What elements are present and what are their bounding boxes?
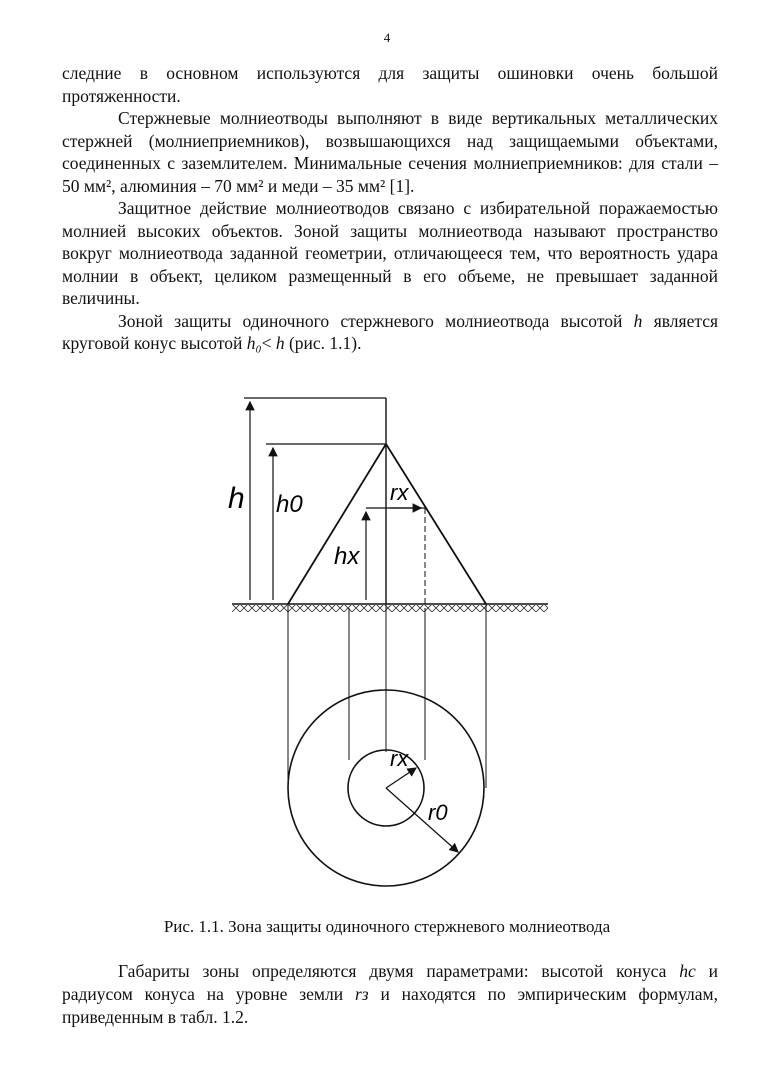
symbol-h0: h₀ [246, 333, 262, 353]
symbol-h: h [633, 310, 643, 331]
symbol-less-than: < [261, 333, 272, 353]
text-fragment: и радиусом конуса на уровне земли [62, 961, 719, 1004]
text-fragment: является круговой конус высотой [62, 310, 719, 353]
page-number: 4 [383, 30, 391, 45]
cone-left-edge [288, 444, 386, 604]
label-h0: h0 [276, 491, 303, 518]
paragraph-continuation: следние в основном используются для защиты ошиновки очень большой протяженности. [62, 63, 718, 106]
text-fragment: (рис. 1.1). [288, 333, 362, 353]
label-r0: r0 [428, 800, 448, 825]
body-text [62, 62, 718, 355]
symbol-hc: hc [679, 961, 696, 981]
figure-caption: Рис. 1.1. Зона защиты одиночного стержневого молниеотвода [163, 917, 611, 936]
symbol-h: h [275, 333, 285, 353]
paragraph-protection-zone: Защитное действие молниеотводов связано с избирательной поражаемостью молнией высоких объектов. Зоной защиты молниеотвода называют пространство вокруг молниеотвода заданной геометрии, отличающееся тем, что вероятность удара молнии в объект, целиком размещенный в его объеме, не превышает заданной величины. [62, 198, 718, 308]
paragraph-rod-lightning: Стержневые молниеотводы выполняют в виде вертикальных металлических стержней (молниеприемников), возвышающихся над защищаемыми объектами, соединенных с заземлителем. Минимальные сечения молниеприемников: для стали – 50 мм², алюминия – 70 мм² и меди – 35 мм² [1]. [62, 108, 718, 196]
body-text-continued [62, 960, 718, 1029]
figure-1-1 [0, 380, 774, 910]
paragraph-cone-zone [62, 310, 718, 355]
label-h: h [228, 482, 245, 515]
ground-hatching [232, 605, 548, 612]
cone-right-edge [386, 444, 486, 604]
label-rx-top: rx [390, 480, 409, 505]
lightning-zone-diagram [0, 380, 774, 910]
symbol-rz: rз [354, 984, 369, 1004]
text-fragment: Зоной защиты одиночного стержневого молниеотвода высотой [118, 310, 623, 331]
label-hx: hx [334, 543, 360, 570]
text-fragment: и находятся по эмпирическим формулам, приведенным в табл. 1.2. [62, 984, 718, 1027]
rx-radius-arrow [386, 768, 416, 788]
label-rx-plan: rx [390, 746, 409, 771]
paragraph-dimensions [62, 960, 718, 1029]
text-fragment: Габариты зоны определяются двумя параметрами: высотой конуса [118, 961, 667, 981]
